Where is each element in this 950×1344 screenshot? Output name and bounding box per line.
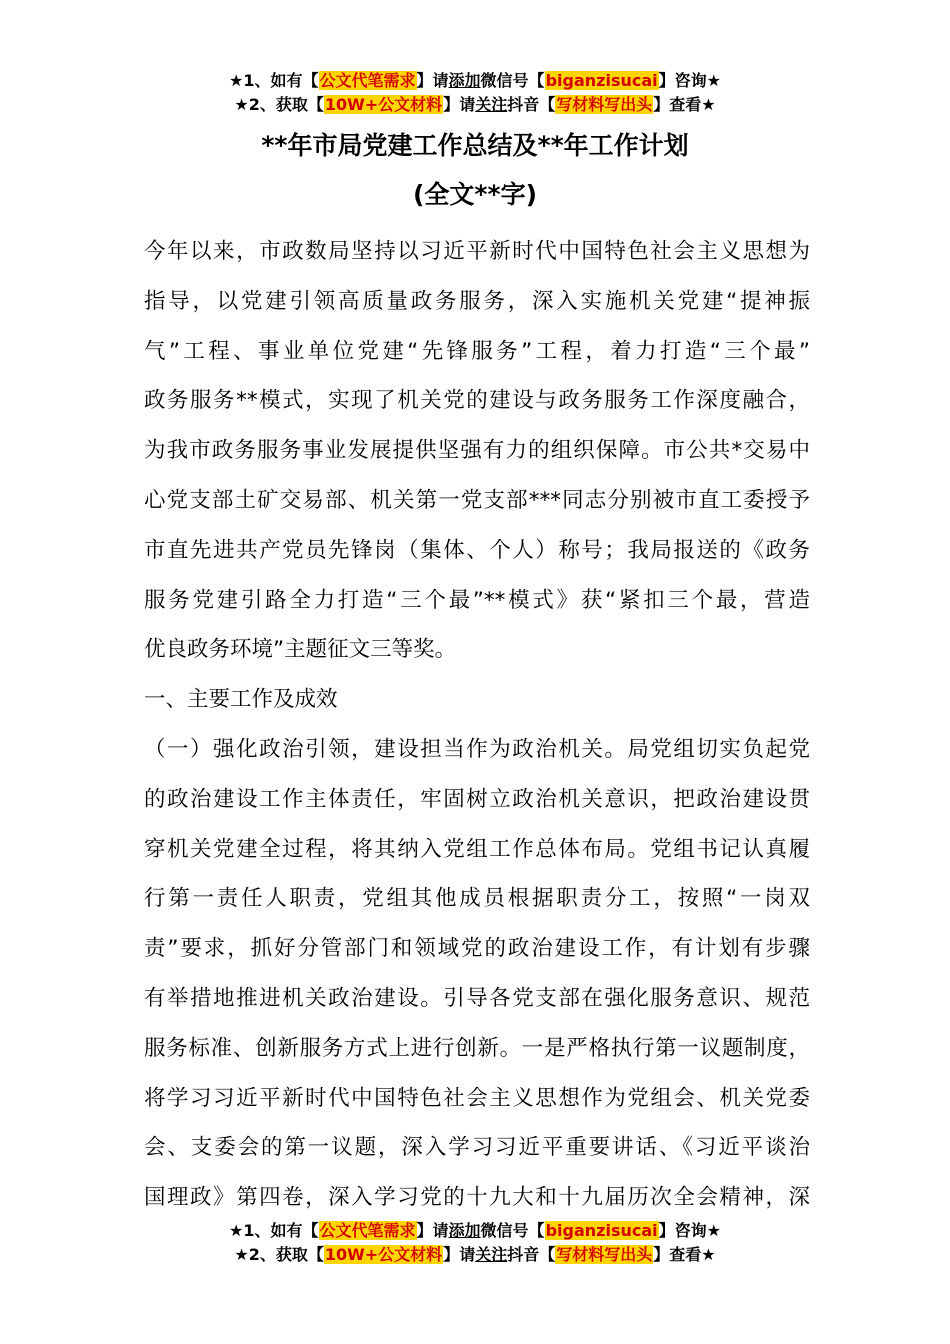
banner-text: 抖音【 bbox=[507, 95, 556, 114]
body-line: 责”要求，抓好分管部门和领域党的政治建设工作，有计划有步骤 bbox=[144, 936, 810, 962]
banner-emphasis: 关注 bbox=[475, 1245, 508, 1264]
banner-highlight: 公文代笔需求 bbox=[319, 1221, 416, 1240]
body-line: 国理政》第四卷，深入学习党的十九大和十九届历次全会精神，深 bbox=[144, 1185, 810, 1211]
banner-line-2 bbox=[0, 93, 950, 117]
banner-text: 】请 bbox=[443, 95, 476, 114]
body-line: 心党支部土矿交易部、机关第一党支部***同志分别被市直工委授予 bbox=[144, 487, 810, 513]
banner-text: 】咨询★ bbox=[658, 71, 721, 90]
banner-text: 】请 bbox=[443, 1245, 476, 1264]
body-line: 服务党建引路全力打造“三个最”**模式》获“紧扣三个最，营造 bbox=[144, 587, 810, 613]
footer-banner bbox=[0, 1219, 950, 1267]
banner-text: ★1、如有【 bbox=[229, 71, 319, 90]
body-line: 市直先进共产党员先锋岗（集体、个人）称号；我局报送的《政务 bbox=[144, 537, 810, 563]
banner-line-1 bbox=[0, 1219, 950, 1243]
body-line: 优良政务环境”主题征文三等奖。 bbox=[144, 637, 457, 663]
banner-line-2 bbox=[0, 1243, 950, 1267]
banner-text: 微信号【 bbox=[480, 71, 545, 90]
banner-text: 】查看★ bbox=[653, 95, 716, 114]
body-line: 有举措地推进机关政治建设。引导各党支部在强化服务意识、规范 bbox=[144, 985, 810, 1011]
document-body bbox=[144, 227, 810, 1223]
banner-highlight: 10W+公文材料 bbox=[324, 95, 443, 114]
banner-highlight: 写材料写出头 bbox=[556, 1245, 653, 1264]
body-line: （一）强化政治引领，建设担当作为政治机关。局党组切实负起党 bbox=[144, 736, 810, 762]
body-line: 行第一责任人职责，党组其他成员根据职责分工，按照“一岗双 bbox=[144, 886, 810, 912]
banner-text: 】请 bbox=[416, 1221, 449, 1240]
banner-text: 】查看★ bbox=[653, 1245, 716, 1264]
body-line: 会、支委会的第一议题，深入学习习近平重要讲话、《习近平谈治 bbox=[144, 1135, 810, 1161]
body-line: 政务服务**模式，实现了机关党的建设与政务服务工作深度融合， bbox=[144, 388, 810, 414]
body-line: 服务标准、创新服务方式上进行创新。一是严格执行第一议题制度， bbox=[144, 1035, 810, 1061]
section-heading: 一、主要工作及成效 bbox=[144, 687, 338, 713]
banner-emphasis: 添加 bbox=[448, 71, 481, 90]
body-line: 将学习习近平新时代中国特色社会主义思想作为党组会、机关党委 bbox=[144, 1085, 810, 1111]
body-line: 穿机关党建全过程，将其纳入党组工作总体布局。党组书记认真履 bbox=[144, 836, 810, 862]
banner-line-1 bbox=[0, 69, 950, 93]
banner-highlight: biganzisucai bbox=[545, 71, 658, 90]
banner-text: 抖音【 bbox=[507, 1245, 556, 1264]
body-line: 今年以来，市政数局坚持以习近平新时代中国特色社会主义思想为 bbox=[144, 239, 810, 264]
banner-text: 】请 bbox=[416, 71, 449, 90]
body-line: 的政治建设工作主体责任，牢固树立政治机关意识，把政治建设贯 bbox=[144, 786, 810, 812]
banner-text: 微信号【 bbox=[480, 1221, 545, 1240]
banner-highlight: 10W+公文材料 bbox=[324, 1245, 443, 1264]
banner-text: ★2、获取【 bbox=[234, 1245, 324, 1264]
banner-text: 】咨询★ bbox=[658, 1221, 721, 1240]
banner-highlight: 写材料写出头 bbox=[556, 95, 653, 114]
banner-text: ★1、如有【 bbox=[229, 1221, 319, 1240]
banner-emphasis: 添加 bbox=[448, 1221, 481, 1240]
banner-emphasis: 关注 bbox=[475, 95, 508, 114]
banner-highlight: biganzisucai bbox=[545, 1221, 658, 1240]
document-title: **年市局党建工作总结及**年工作计划 bbox=[261, 131, 689, 160]
body-line: 指导，以党建引领高质量政务服务，深入实施机关党建“提神振 bbox=[144, 288, 810, 314]
body-line: 为我市政务服务事业发展提供坚强有力的组织保障。市公共*交易中 bbox=[144, 438, 810, 464]
body-line: 气”工程、事业单位党建“先锋服务”工程，着力打造“三个最” bbox=[144, 338, 810, 364]
document-subtitle: (全文**字) bbox=[413, 180, 537, 209]
header-banner bbox=[0, 69, 950, 117]
banner-text: ★2、获取【 bbox=[234, 95, 324, 114]
banner-highlight: 公文代笔需求 bbox=[319, 71, 416, 90]
